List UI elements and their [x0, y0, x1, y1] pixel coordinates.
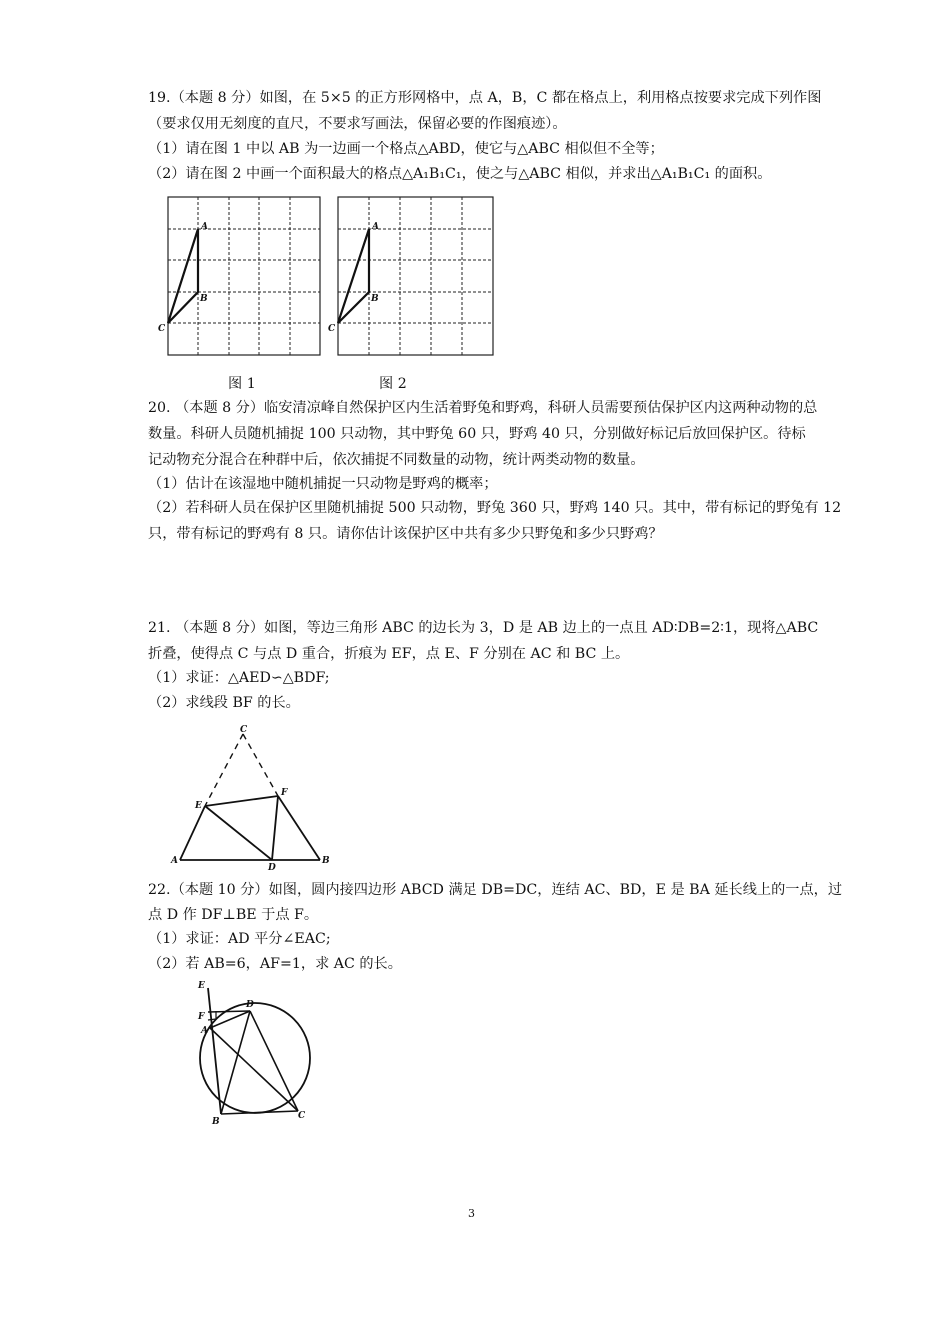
q19-head: 19.（本题 8 分）如图，在 5×5 的正方形网格中，点 A，B，C 都在格点上，利用格点按要求完成下列作图 [148, 90, 822, 106]
q21-label-a: A [171, 856, 178, 866]
q22-label-d: D [246, 1000, 254, 1010]
q21-label-e: E [195, 801, 202, 811]
fig2-label-c: C [328, 324, 336, 334]
q22-label-a: A [201, 1026, 208, 1036]
fig1-label-c: C [158, 324, 166, 334]
q22-part2: （2）若 AB=6，AF=1，求 AC 的长。 [148, 956, 402, 972]
q21-part2: （2）求线段 BF 的长。 [148, 695, 300, 711]
q19-fig1-caption: 图 1 [228, 376, 256, 392]
q21-head: 21. （本题 8 分）如图，等边三角形 ABC 的边长为 3，D 是 AB 边上的一点且 AD∶DB=2∶1，现将△ABC [148, 620, 819, 636]
q19-part1: （1）请在图 1 中以 AB 为一边画一个格点△ABD，使它与△ABC 相似但不全等； [148, 141, 664, 157]
q22-circle-figure [190, 975, 320, 1130]
q19-figure-1 [160, 195, 330, 365]
q22-label-f: F [198, 1012, 205, 1022]
fig1-label-a: A [201, 222, 208, 232]
q19-line2: （要求仅用无刻度的直尺，不要求写画法，保留必要的作图痕迹）。 [148, 116, 567, 132]
q21-label-f: F [281, 788, 288, 798]
q22-label-c: C [298, 1111, 306, 1121]
q19-figure-2 [330, 195, 500, 365]
q21-part1: （1）求证：△AED∽△BDF; [148, 670, 330, 686]
q22-part1: （1）求证：AD 平分∠EAC; [148, 931, 331, 947]
q20-head: 20. （本题 8 分）临安清凉峰自然保护区内生活着野兔和野鸡，科研人员需要预估保护区内这两种动物的总 [148, 400, 818, 416]
q21-line2: 折叠，使得点 C 与点 D 重合，折痕为 EF，点 E、F 分别在 AC 和 BC 上。 [148, 646, 630, 662]
q21-label-c: C [240, 725, 248, 735]
q21-triangle-figure [170, 722, 340, 873]
fig1-label-b: B [200, 294, 208, 304]
q21-label-b: B [322, 856, 330, 866]
q22-label-b: B [212, 1117, 220, 1127]
q20-part2b: 只，带有标记的野鸡有 8 只。请你估计该保护区中共有多少只野兔和多少只野鸡？ [148, 526, 663, 542]
q21-label-d: D [268, 863, 276, 873]
q20-part2a: （2）若科研人员在保护区里随机捕捉 500 只动物，野兔 360 只，野鸡 140 只。其中，带有标记的野兔有 12 [148, 500, 842, 516]
q20-line3: 记动物充分混合在种群中后，依次捕捉不同数量的动物，统计两类动物的数量。 [148, 452, 645, 468]
q19-fig2-caption: 图 2 [379, 376, 407, 392]
q19-part2: （2）请在图 2 中画一个面积最大的格点△A₁B₁C₁，使之与△ABC 相似，并求出△A₁B₁C₁ 的面积。 [148, 166, 772, 182]
fig2-label-b: B [371, 294, 379, 304]
page-number: 3 [468, 1207, 475, 1220]
q22-label-e: E [198, 981, 205, 991]
q20-line2: 数量。科研人员随机捕捉 100 只动物，其中野兔 60 只，野鸡 40 只，分别做好标记后放回保护区。待标 [148, 426, 806, 442]
q20-part1: （1）估计在该湿地中随机捕捉一只动物是野鸡的概率； [148, 476, 498, 492]
q22-head: 22.（本题 10 分）如图，圆内接四边形 ABCD 满足 DB=DC，连结 AC、BD，E 是 BA 延长线上的一点，过 [148, 882, 843, 898]
q22-line2: 点 D 作 DF⊥BE 于点 F。 [148, 907, 319, 923]
fig2-label-a: A [372, 222, 379, 232]
